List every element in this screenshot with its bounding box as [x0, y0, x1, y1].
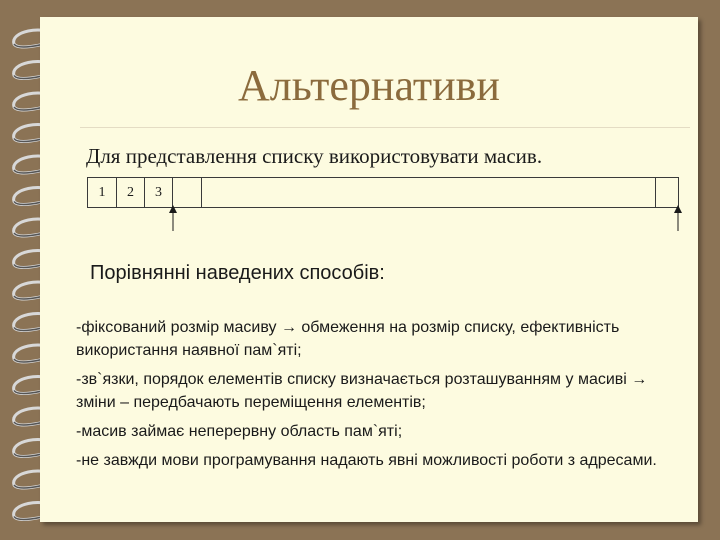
intro-text: Для представлення списку використовувати масив. [86, 144, 543, 168]
pointer-arrow-icon [169, 205, 177, 231]
comparison-point-4: -не завжди мови програмування надають явні можливості роботи з адресами. [76, 452, 657, 469]
slide-title: Альтернативи [238, 61, 500, 110]
comparison-point-3: -масив займає неперервну область пам`яті; [76, 423, 403, 440]
array-cell-end [656, 178, 678, 207]
array-cell-2: 2 [117, 178, 145, 207]
comparison-heading: Порівнянні наведених способів: [90, 262, 385, 284]
comparison-list [76, 316, 676, 478]
title-divider [80, 127, 690, 128]
end-pointer-arrow-icon [674, 205, 682, 231]
comparison-point-2: -зв`язки, порядок елементів списку визначається розташуванням у масиві → зміни – передбачають переміщення елементів; [76, 371, 648, 411]
array-cell-3: 3 [145, 178, 173, 207]
comparison-point-1: -фіксований розмір масиву → обмеження на розмір списку, ефективність використання наявної пам`яті; [76, 319, 620, 359]
array-diagram [87, 177, 679, 208]
array-cell-range [202, 178, 656, 207]
array-cell-empty [173, 178, 202, 207]
array-cell-1: 1 [88, 178, 117, 207]
